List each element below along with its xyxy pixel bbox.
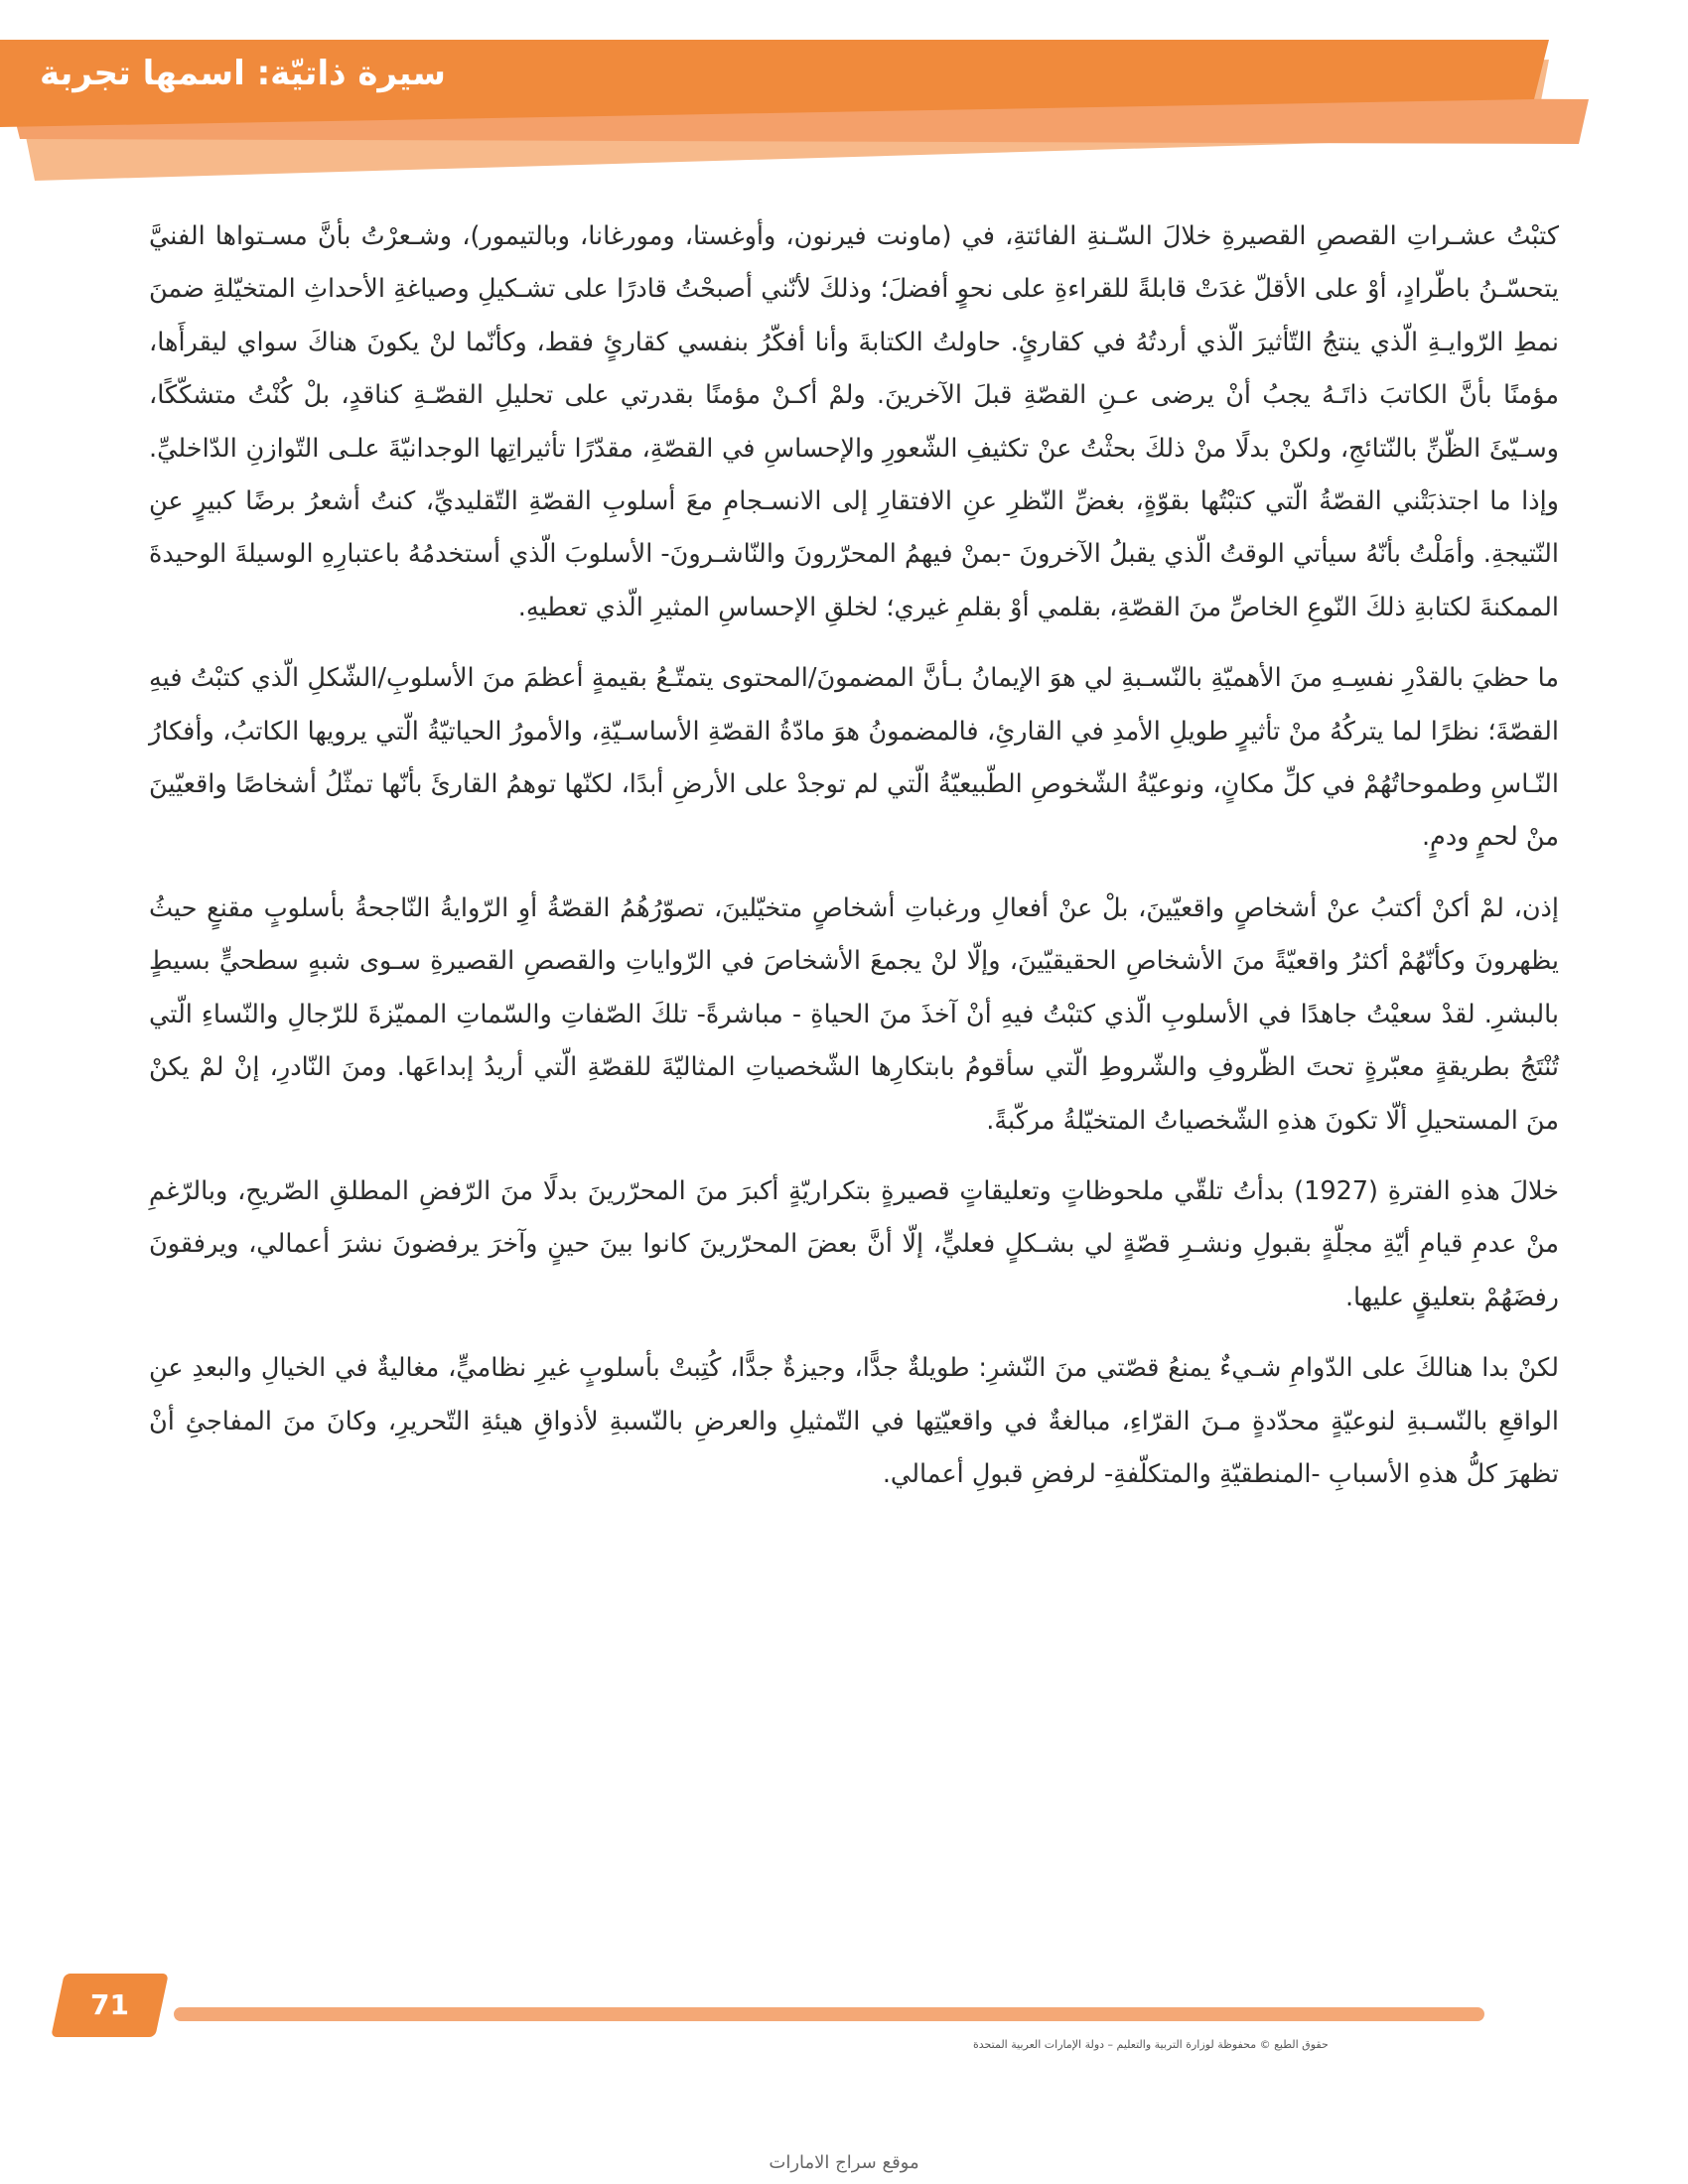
page-number: 71 — [90, 1988, 129, 2021]
paragraph-4: خلالَ هذهِ الفترةِ (1927) بدأتُ تلقّي ملحوظاتٍ وتعليقاتٍ قصيرةٍ بتكراريّةٍ أكبرَ منَ المحرّرينَ بدلًا منَ الرّفضِ المطلقِ الصّريحِ، وبالرّغمِ منْ عدمِ قيامِ أيّةِ مجلّةٍ بقبولِ ونشـرِ قصّةٍ لي بشـكلٍ فعليٍّ، إلّا أنَّ بعضَ المحرّرينَ كانوا بينَ حينٍ وآخرَ يرفضونَ نشرَ أعمالي، ويرفقونَ رفضَهُمْ بتعليقٍ عليها. — [149, 1175, 1559, 1312]
paragraph-2: ما حظيَ بالقدْرِ نفسِـهِ منَ الأهميّةِ بالنّسـبةِ لي هوَ الإيمانُ بـأنَّ المضمونَ/المحتوى يتمتّـعُ بقيمةٍ أعظمَ منَ الأسلوبِ/الشّكلِ الّذي كتبْتُ فيهِ القصّةَ؛ نظرًا لما يتركُهُ منْ تأثيرٍ طويلِ الأمدِ في القارئِ، فالمضمونُ هوَ مادّةُ القصّةِ الأساسـيّةِ، والأمورُ الحياتيّةُ الّتي يرويها الكاتبُ، وأفكارُ النّـاسِ وطموحاتُهُمْ في كلِّ مكانٍ، ونوعيّةُ الشّخوصِ الطّبيعيّةُ الّتي لم توجدْ على الأرضِ أبدًا، لكنّها توهمُ القارئَ بأنّها تمثّلُ أشخاصًا واقعيّينَ منْ لحمٍ ودمٍ. — [149, 663, 1559, 853]
copyright-notice: حقوق الطبع © محفوظة لوزارة التربية والتعليم – دولة الإمارات العربية المتحدة — [973, 2038, 1329, 2051]
article-body — [149, 210, 1559, 1519]
paragraph-3: إذن، لمْ أكنْ أكتبُ عنْ أشخاصٍ واقعيّينَ، بلْ عنْ أفعالِ ورغباتِ أشخاصٍ متخيّلينَ، تصوّرُهُمُ القصّةُ أوِ الرّوايةُ النّاجحةُ بأسلوبٍ مقنعٍ حيثُ يظهرونَ وكأنّهُمْ أكثرُ واقعيّةً منَ الأشخاصِ الحقيقيّينَ، وإلّا لنْ يجمعَ الأشخاصَ في الرّواياتِ والقصصِ القصيرةِ سـوى شبهٍ سطحيٍّ بسيطٍ بالبشرِ. لقدْ سعيْتُ جاهدًا في الأسلوبِ الّذي كتبْتُ فيهِ أنْ آخذَ منَ الحياةِ - مباشرةً- تلكَ الصّفاتِ والسّماتِ المميّزةَ للرّجالِ والنّساءِ الّتي تُنْتَجُ بطريقةٍ معبّرةٍ تحتَ الظّروفِ والشّروطِ الّتي سأقومُ بابتكارِها الشّخصياتِ المثاليّةَ للقصّةِ الّتي أريدُ إبداعَها. ومنَ النّادرِ، إنْ لمْ يكنْ منَ المستحيلِ ألّا تكونَ هذهِ الشّخصياتُ المتخيّلةُ مركّبةً. — [149, 892, 1559, 1136]
footer-divider-bar — [174, 2007, 1484, 2021]
chapter-banner — [0, 0, 1688, 199]
site-name: موقع سراج الامارات — [769, 2152, 919, 2173]
chapter-title: سيرة ذاتيّة: اسمها تجربة — [40, 54, 446, 93]
paragraph-1: كتبْتُ عشـراتِ القصصِ القصيرةِ خلالَ السّـنةِ الفائتةِ، في (ماونت فيرنون، وأوغستا، ومورغانا، وبالتيمور)، وشـعرْتُ بأنَّ مسـتواها الفنيَّ يتحسّـنُ باطّرادٍ، أوْ على الأقلّ غدَتْ قابلةً للقراءةِ على نحوٍ أفضلَ؛ وذلكَ لأنّني أصبحْتُ قادرًا على تشـكيلِ وصياغةِ الأحداثِ المتخيّلةِ ضمنَ نمطِ الرّوايـةِ الّذي ينتجُ التّأثيرَ الّذي أردتُهُ في كقارئٍ. حاولتُ الكتابةَ وأنا أفكّرُ بنفسي كقارئٍ فقط، وكأنّما لنْ يكونَ هناكَ سواي ليقرأَها، مؤمنًا بأنَّ الكاتبَ ذاتَـهُ يجبُ أنْ يرضى عـنِ القصّةِ قبلَ الآخرينَ. ولمْ أكـنْ مؤمنًا بقدرتي على تحليلِ القصّـةِ كناقدٍ، بلْ كُنْتُ متشكّكًا، وسـيّئَ الظّنِّ بالنّتائجِ، ولكنْ بدلًا منْ ذلكَ بحثْتُ عنْ تكثيفِ الشّعورِ والإحساسِ في القصّةِ، مقدّرًا تأثيراتِها الوجدانيّةَ علـى التّوازنِ الدّاخليِّ. وإذا ما اجتذبَتْني القصّةُ الّتي كتبْتُها بقوّةٍ، بغضِّ النّظرِ عنِ الافتقارِ إلى الانسـجامِ معَ أسلوبِ القصّةِ التّقليديِّ، كنتُ أشعرُ برضًا كبيرٍ عنِ النّتيجةِ. وأمَلْتُ بأنّهُ سيأتي الوقتُ الّذي يقبلُ الآخرونَ -بمنْ فيهمُ المحرّرونَ والنّاشـرونَ- الأسلوبَ الّذي أستخدمُهُ باعتبارِهِ الوسيلةَ الوحيدةَ الممكنةَ لكتابةِ ذلكَ النّوعِ الخاصِّ منَ القصّةِ، بقلمي أوْ بقلمِ غيري؛ لخلقِ الإحساسِ المثيرِ الّذي تعطيهِ. — [149, 221, 1559, 622]
paragraph-5: لكنْ بدا هنالكَ على الدّوامِ شـيءٌ يمنعُ قصّتي منَ النّشرِ: طويلةٌ جدًّا، وجيزةٌ جدًّا، كُتِبتْ بأسلوبٍ غيرِ نظاميٍّ، مغاليةٌ في الخيالِ والبعدِ عنِ الواقعِ بالنّسـبةِ لنوعيّةٍ محدّدةٍ مـنَ القرّاءِ، مبالغةٌ في واقعيّتِها في التّمثيلِ والعرضِ بالنّسبةِ لأذواقِ هيئةِ التّحريرِ، وكانَ منَ المفاجئِ أنْ تظهرَ كلُّ هذهِ الأسبابِ -المنطقيّةِ والمتكلّفةِ- لرفضِ قبولِ أعمالي. — [149, 1353, 1559, 1489]
